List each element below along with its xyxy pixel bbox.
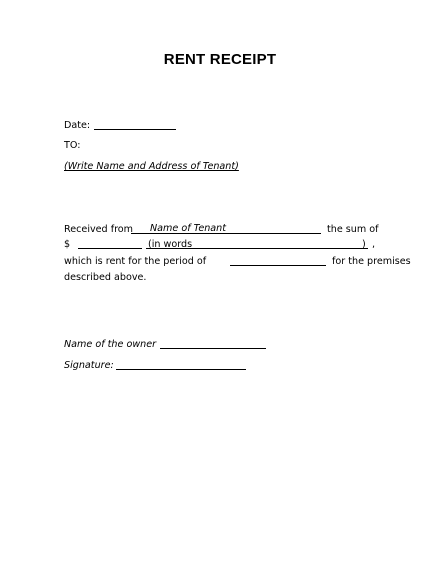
received-from-label: Received from — [64, 224, 134, 235]
described-above-text: described above. — [64, 272, 147, 283]
tenant-name-hint: Name of Tenant — [150, 223, 227, 234]
premises-label: for the premises — [332, 256, 411, 267]
in-words-open: (in words — [148, 239, 193, 250]
rent-period-label: which is rent for the period of — [64, 256, 207, 267]
date-field-line — [94, 129, 176, 130]
amount-line — [78, 248, 142, 249]
rent-period-line — [230, 265, 326, 266]
comma: , — [372, 239, 376, 250]
document-title: RENT RECEIPT — [163, 51, 277, 68]
owner-name-label: Name of the owner — [64, 339, 157, 350]
in-words-close: ) — [362, 239, 366, 250]
to-label: TO: — [64, 140, 81, 151]
owner-name-line — [160, 348, 266, 349]
tenant-address-hint: (Write Name and Address of Tenant) — [64, 161, 239, 172]
date-label: Date: — [64, 120, 91, 131]
signature-line — [116, 369, 246, 370]
signature-label: Signature: — [64, 360, 114, 371]
sum-of-label: the sum of — [327, 224, 379, 235]
currency-symbol: $ — [64, 239, 71, 250]
